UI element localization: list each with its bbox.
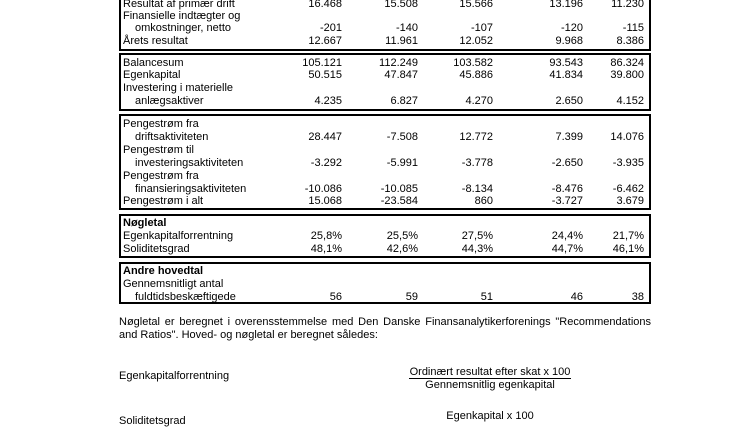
value-cell: 12.667	[308, 35, 342, 47]
value-cell: 7.399	[555, 131, 583, 143]
formula-numerator: Ordinært resultat efter skat x 100	[409, 366, 571, 378]
value-cell: 8.386	[616, 35, 644, 47]
value-cell: -3.292	[310, 157, 342, 169]
value-cell: 112.249	[379, 57, 418, 69]
formula-denominator: Gennemsnitlig egenkapital	[425, 379, 555, 391]
value-cell: 12.772	[459, 131, 493, 143]
value-cell: 4.270	[465, 95, 493, 107]
value-cell: -10.085	[380, 183, 418, 195]
value-cell: -6.462	[612, 183, 644, 195]
table-row	[121, 230, 649, 243]
value-cell: 105.121	[302, 57, 342, 69]
value-cell: 9.968	[555, 35, 583, 47]
table-row	[121, 291, 649, 304]
income-box	[119, 0, 651, 51]
row-label: investeringsaktiviteten	[135, 157, 244, 169]
value-cell: 46,1%	[612, 243, 644, 255]
balance-box	[119, 53, 651, 111]
table-row	[121, 217, 649, 230]
row-label: Pengestrøm fra	[123, 170, 199, 182]
formula-label: Egenkapitalforrentning	[119, 370, 230, 382]
value-cell: 2.650	[555, 95, 583, 107]
value-cell: 3.679	[616, 195, 644, 207]
calculation-note: Nøgletal er beregnet i overensstemmelse med Den Danske Finansanalytikerforenings "Recommendations and Ratios". Hoved- og nøgletal er beregnet således:	[119, 316, 651, 341]
value-cell: 16.468	[308, 0, 342, 10]
value-cell: -5.991	[386, 157, 418, 169]
formula-label: Soliditetsgrad	[119, 415, 186, 427]
value-cell: -3.727	[551, 195, 583, 207]
row-label: Gennemsnitligt antal	[123, 278, 224, 290]
row-label: driftsaktiviteten	[135, 131, 209, 143]
value-cell: 46	[570, 291, 583, 303]
other-figures-box	[119, 262, 651, 304]
table-row	[121, 243, 649, 256]
value-cell: -2.650	[551, 157, 583, 169]
value-cell: -10.086	[304, 183, 342, 195]
value-cell: 48,1%	[310, 243, 342, 255]
value-cell: 42,6%	[386, 243, 418, 255]
table-row	[121, 144, 649, 157]
table-row	[121, 170, 649, 183]
row-label: fuldtidsbeskæftigede	[135, 291, 236, 303]
formula-fraction	[380, 366, 600, 392]
value-cell: 28.447	[308, 131, 342, 143]
value-cell: -140	[395, 22, 418, 34]
value-cell: 14.076	[610, 131, 644, 143]
value-cell: 47.847	[384, 69, 418, 81]
value-cell: -23.584	[380, 195, 418, 207]
row-label: Resultat af primær drift	[123, 0, 235, 10]
value-cell: -115	[622, 22, 644, 34]
row-label: Finansielle indtægter og	[123, 10, 241, 22]
row-label: Årets resultat	[123, 35, 188, 47]
value-cell: 51	[480, 291, 493, 303]
table-row	[121, 22, 649, 35]
value-cell: 11.230	[611, 0, 644, 10]
value-cell: 860	[474, 195, 493, 207]
value-cell: 44,3%	[461, 243, 493, 255]
value-cell: 13.196	[549, 0, 583, 10]
value-cell: 24,4%	[551, 230, 583, 242]
value-cell: -8.134	[461, 183, 493, 195]
table-row	[121, 265, 649, 278]
table-row	[121, 82, 649, 95]
formula-numerator: Egenkapital x 100	[446, 410, 534, 422]
row-label: Soliditetsgrad	[123, 243, 190, 255]
value-cell: 103.582	[453, 57, 493, 69]
value-cell: 44,7%	[551, 243, 583, 255]
table-row	[121, 69, 649, 82]
value-cell: 93.543	[549, 57, 583, 69]
value-cell: 45.886	[459, 69, 493, 81]
section-heading: Andre hovedtal	[123, 265, 204, 277]
row-label: Balancesum	[123, 57, 184, 69]
value-cell: -107	[470, 22, 493, 34]
value-cell: -7.508	[386, 131, 418, 143]
table-row	[121, 278, 649, 291]
formula-fraction	[380, 410, 600, 423]
table-row	[121, 35, 649, 48]
row-label: Pengestrøm i alt	[123, 195, 204, 207]
row-label: Investering i materielle	[123, 82, 234, 94]
value-cell: -8.476	[551, 183, 583, 195]
row-label: finansieringsaktiviteten	[135, 183, 247, 195]
value-cell: 6.827	[390, 95, 418, 107]
cashflow-box	[119, 114, 651, 210]
value-cell: 25,8%	[310, 230, 342, 242]
row-label: omkostninger, netto	[135, 22, 232, 34]
value-cell: 27,5%	[461, 230, 493, 242]
table-row	[121, 131, 649, 144]
value-cell: 38	[631, 291, 644, 303]
value-cell: 59	[405, 291, 418, 303]
value-cell: 21,7%	[612, 230, 644, 242]
row-label: Pengestrøm til	[123, 144, 194, 156]
value-cell: 86.324	[610, 57, 644, 69]
table-row	[121, 95, 649, 108]
value-cell: 39.800	[610, 69, 644, 81]
value-cell: 15.508	[384, 0, 418, 10]
value-cell: 25,5%	[386, 230, 418, 242]
row-label: Egenkapital	[123, 69, 181, 81]
value-cell: 15.068	[308, 195, 342, 207]
table-row	[121, 118, 649, 131]
row-label: anlægsaktiver	[135, 95, 204, 107]
row-label: Pengestrøm fra	[123, 118, 199, 130]
row-label: Egenkapitalforrentning	[123, 230, 234, 242]
value-cell: -3.935	[612, 157, 644, 169]
value-cell: -201	[319, 22, 342, 34]
table-row	[121, 157, 649, 170]
value-cell: -120	[560, 22, 583, 34]
key-figures-box	[119, 214, 651, 258]
section-heading: Nøgletal	[123, 217, 167, 229]
value-cell: -3.778	[461, 157, 493, 169]
value-cell: 4.235	[314, 95, 342, 107]
value-cell: 12.052	[459, 35, 493, 47]
value-cell: 56	[329, 291, 342, 303]
value-cell: 15.566	[459, 0, 493, 10]
table-row	[121, 195, 649, 208]
value-cell: 4.152	[616, 95, 644, 107]
value-cell: 50.515	[308, 69, 342, 81]
value-cell: 41.834	[549, 69, 583, 81]
value-cell: 11.961	[385, 35, 418, 47]
